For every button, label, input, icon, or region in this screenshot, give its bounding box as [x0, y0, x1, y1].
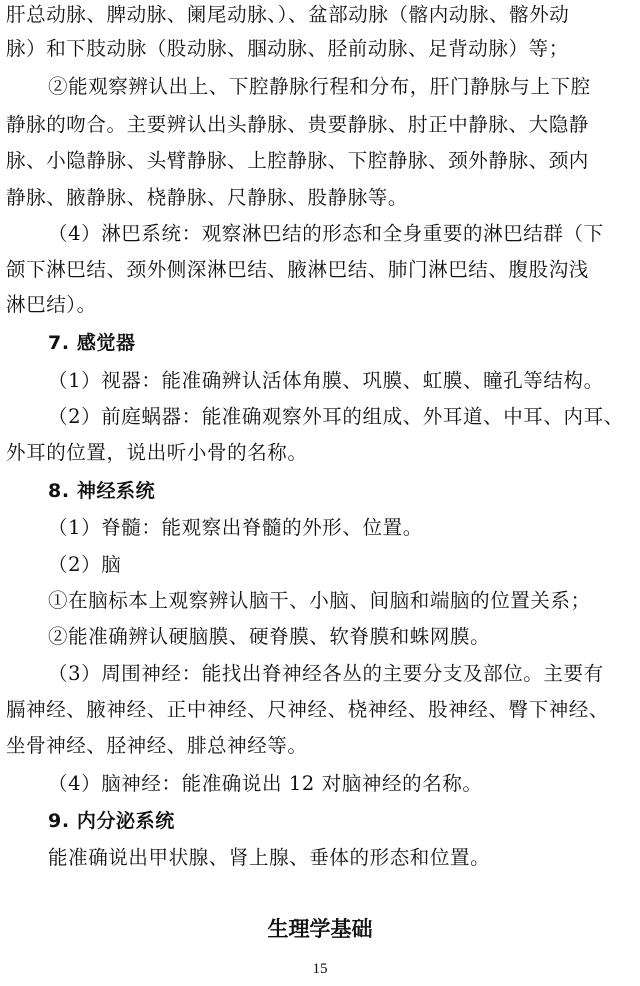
body-text-line: ②能观察辨认出上、下腔静脉行程和分布，肝门静脉与上下腔: [48, 75, 591, 98]
section-heading-nervous: 8. 神经系统: [48, 480, 156, 502]
body-text-line: （2）脑: [48, 553, 122, 576]
section-title: 生理学基础: [267, 917, 373, 941]
body-text-line: （3）周围神经：能找出脊神经各丛的主要分支及部位。主要有: [48, 662, 604, 685]
section-heading-sensory: 7. 感觉器: [48, 332, 136, 354]
section-heading-endocrine: 9. 内分泌系统: [48, 810, 175, 832]
body-text-line: 坐骨神经、胫神经、腓总神经等。: [6, 734, 308, 757]
body-text-line: 能准确说出甲状腺、肾上腺、垂体的形态和位置。: [48, 846, 491, 869]
body-text-line: 静脉的吻合。主要辨认出头静脉、贵要静脉、肘正中静脉、大隐静: [6, 113, 589, 136]
body-text-line: （4）淋巴系统：观察淋巴结的形态和全身重要的淋巴结群（下: [48, 222, 604, 245]
body-text-line: 脉）和下肢动脉（股动脉、腘动脉、胫前动脉、足背动脉）等；: [6, 37, 569, 60]
body-text-line: ①在脑标本上观察辨认脑干、小脑、间脑和端脑的位置关系；: [48, 589, 591, 612]
body-text-line: 膈神经、腋神经、正中神经、尺神经、桡神经、股神经、臀下神经、: [6, 698, 610, 721]
body-text-line: 淋巴结）。: [6, 293, 97, 316]
body-text-line: 肝总动脉、脾动脉、阑尾动脉、）、盆部动脉（髂内动脉、髂外动: [6, 3, 570, 26]
body-text-line: （1）脊髓：能观察出脊髓的外形、位置。: [48, 516, 423, 539]
body-text-line: ②能准确辨认硬脑膜、硬脊膜、软脊膜和蛛网膜。: [48, 625, 491, 648]
page-number: 15: [312, 961, 328, 977]
body-text-line: （2）前庭蜗器：能准确观察外耳的组成、外耳道、中耳、内耳、: [48, 405, 624, 428]
body-text-line: 外耳的位置，说出听小骨的名称。: [6, 441, 308, 464]
body-text-line: （1）视器：能准确辨认活体角膜、巩膜、虹膜、瞳孔等结构。: [48, 369, 604, 392]
body-text-line: 静脉、腋静脉、桡静脉、尺静脉、股静脉等。: [6, 186, 409, 209]
body-text-line: 脉、小隐静脉、头臂静脉、上腔静脉、下腔静脉、颈外静脉、颈内: [6, 149, 589, 172]
body-text-line: 颌下淋巴结、颈外侧深淋巴结、腋淋巴结、肺门淋巴结、腹股沟浅: [6, 258, 589, 281]
body-text-line: （4）脑神经：能准确说出 12 对脑神经的名称。: [48, 772, 483, 795]
